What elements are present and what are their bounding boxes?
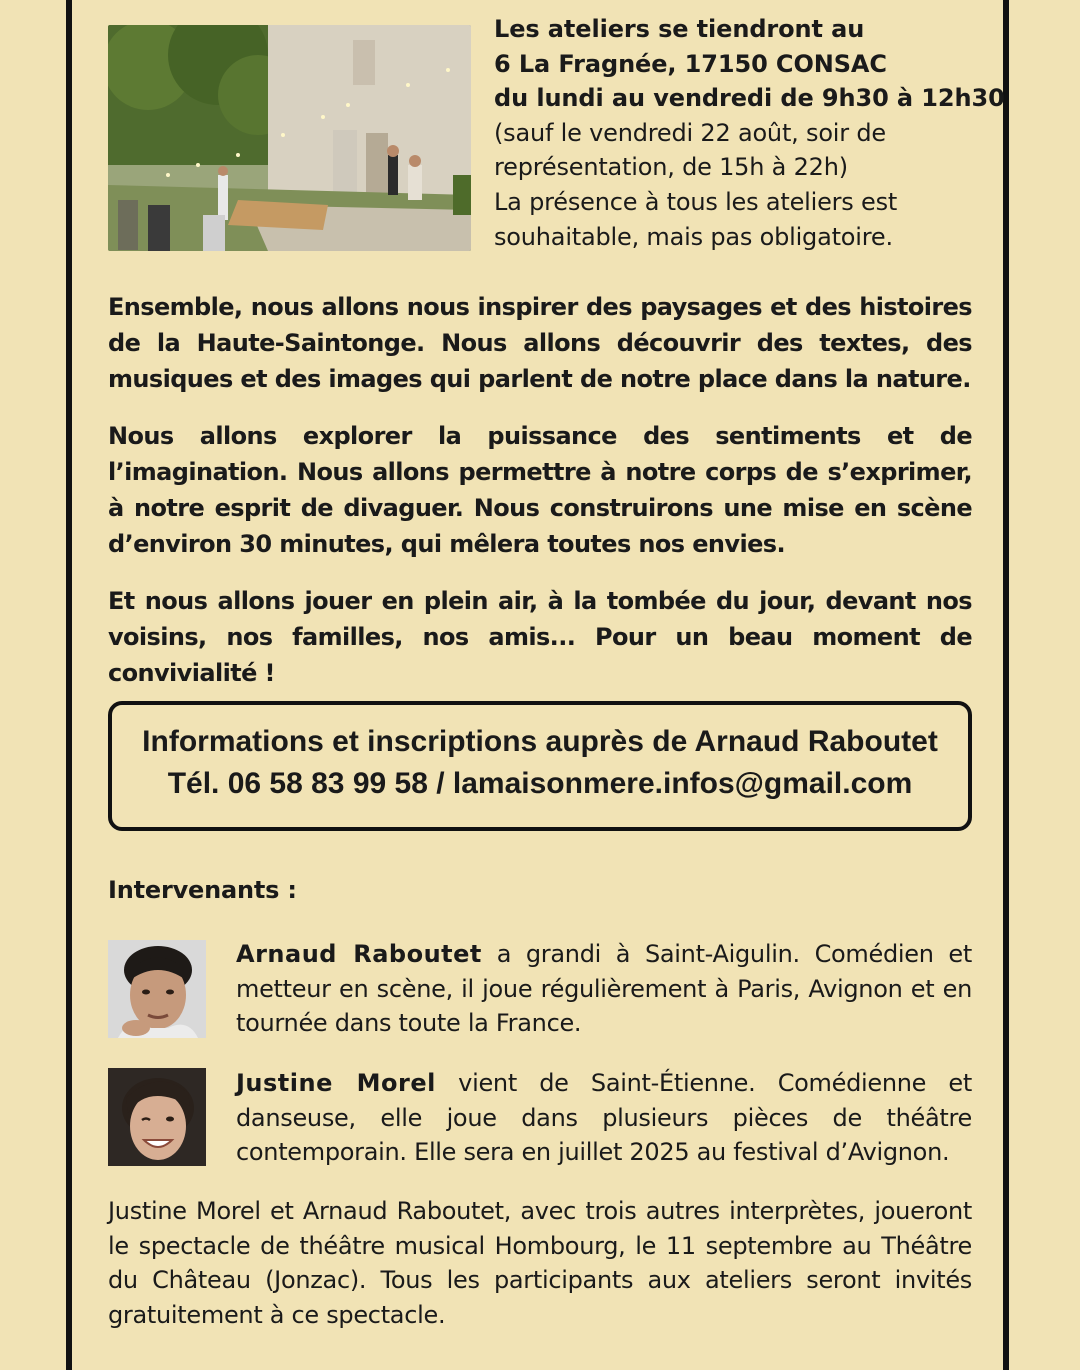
schedule: du lundi au vendredi de 9h30 à 12h30 — [494, 84, 1005, 113]
portrait-arnaud-raboutet — [108, 940, 206, 1038]
paragraph-imagination: Nous allons explorer la puissance des sentiments et de l’imagination. Nous allons permettre à notre corps de s’exprimer, à notre esprit de divaguer. Nous construirons une mise en scène d’environ 30 minutes, qui mêlera toutes nos envies. — [108, 422, 972, 558]
contact-box — [108, 701, 972, 831]
workshop-info — [494, 12, 1005, 254]
paragraph-landscapes: Ensemble, nous allons nous inspirer des paysages et des histoires de la Haute-Saintonge. Nous allons découvrir des textes, des musiques et des images qui parlent de notre place dans la nature. — [108, 293, 972, 393]
speakers-title: Intervenants : — [108, 876, 297, 904]
speaker-bio: vient de Saint-Étienne. Comédienne et danseuse, elle joue dans plusieurs pièces de théâtre contemporain. Elle sera en juillet 2025 au festival d’Avignon. — [236, 1069, 972, 1167]
speaker-bio: a grandi à Saint-Aigulin. Comédien et metteur en scène, il joue régulièrement à Paris, Avignon et en tournée dans toute la France. — [236, 940, 973, 1038]
outdoor-performance-photo — [108, 25, 471, 251]
exception-line-1: (sauf le vendredi 22 août, soir de — [494, 118, 886, 147]
attendance-line-1: La présence à tous les ateliers est — [494, 187, 898, 216]
location-address: 6 La Fragnée, 17150 CONSAC — [494, 49, 887, 78]
closing-paragraph: Justine Morel et Arnaud Raboutet, avec trois autres interprètes, joueront le spectacle de théâtre musical Hombourg, le 11 septembre au Théâtre du Château (Jonzac). Tous les participants aux ateliers seront invités gratuitement à ce spectacle. — [108, 1197, 972, 1329]
contact-line-2[interactable]: Tél. 06 58 83 99 58 / lamaisonmere.infos@gmail.com — [167, 767, 913, 800]
paragraph-open-air: Et nous allons jouer en plein air, à la tombée du jour, devant nos voisins, nos familles, nos amis... Pour un beau moment de convivialité ! — [108, 587, 972, 687]
bio-justine-morel — [236, 1066, 972, 1170]
contact-line-1: Informations et inscriptions auprès de Arnaud Raboutet — [142, 725, 938, 758]
speaker-name: Arnaud Raboutet — [236, 940, 482, 968]
location-line-1: Les ateliers se tiendront au — [494, 15, 865, 43]
exception-line-2: représentation, de 15h à 22h) — [494, 153, 848, 182]
bio-arnaud-raboutet — [236, 937, 972, 1041]
portrait-justine-morel — [108, 1068, 206, 1166]
speaker-name: Justine Morel — [236, 1069, 436, 1097]
attendance-line-2: souhaitable, mais pas obligatoire. — [494, 222, 893, 251]
